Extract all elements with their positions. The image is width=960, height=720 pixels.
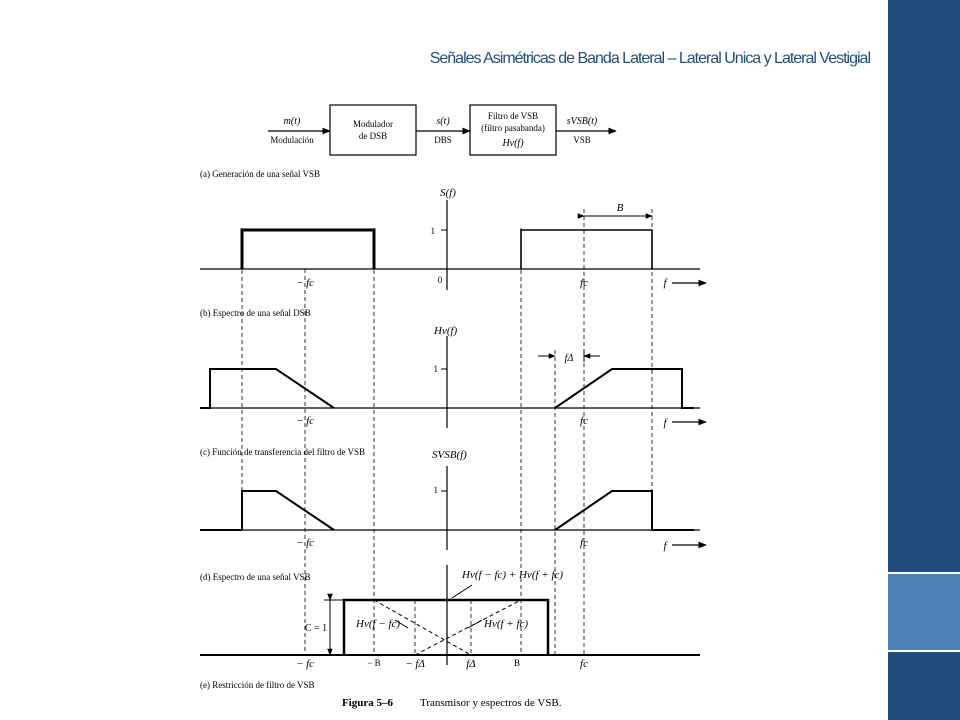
SVSB-of-f-label: SVSB(f) bbox=[432, 449, 467, 461]
f-label: f bbox=[663, 277, 667, 289]
mid-signal-label: s(t) bbox=[436, 116, 450, 127]
tick-label-one: 1 bbox=[430, 226, 435, 236]
panel-b-caption: (b) Espectro de una señal DSB bbox=[200, 308, 311, 318]
neg-fdelta-label: − fΔ bbox=[405, 658, 425, 670]
modulator-line1: Modulador bbox=[353, 119, 393, 129]
filter-line2: (filtro pasabanda) bbox=[481, 123, 545, 133]
sum-leader bbox=[452, 585, 472, 598]
modulator-box bbox=[330, 105, 416, 155]
slide-title: Señales Asimétricas de Banda Lateral – Lateral Unica y Lateral Vestigial bbox=[429, 50, 870, 67]
spectrum-left bbox=[242, 230, 374, 269]
spectrum-left bbox=[200, 369, 334, 408]
hv-minus-label: Hv(f − fc) bbox=[356, 618, 401, 630]
panel-c-caption: (c) Función de transferencia del filtro de VSB bbox=[200, 447, 366, 457]
panel-a bbox=[200, 169, 706, 290]
input-label: Modulación bbox=[270, 135, 314, 145]
output-label: VSB bbox=[573, 135, 591, 145]
hv-plus-leader bbox=[468, 620, 482, 628]
tick-label-one: 1 bbox=[433, 364, 438, 374]
tick-label-one: 1 bbox=[433, 485, 438, 495]
filter-line3: Hv(f) bbox=[502, 138, 524, 149]
Hv-of-f-label: Hv(f) bbox=[434, 325, 458, 337]
panel-b bbox=[200, 308, 706, 429]
mid-label: DBS bbox=[434, 135, 452, 145]
C-label: C = 1 bbox=[304, 623, 328, 634]
neg-fc-label: − fc bbox=[295, 415, 315, 427]
figure-label: Figura 5–6 bbox=[342, 697, 394, 709]
spectrum-left bbox=[200, 491, 334, 530]
spectrum-right bbox=[555, 369, 694, 408]
fc-label: fc bbox=[580, 277, 588, 289]
hv-plus-label: Hv(f + fc) bbox=[484, 618, 529, 630]
panel-d-caption: (d) Espectro de una señal VSB bbox=[200, 572, 311, 582]
input-signal-label: m(t) bbox=[283, 116, 301, 127]
fdelta-label: fΔ bbox=[564, 353, 574, 364]
spectrum-right bbox=[555, 491, 694, 530]
f-label: f bbox=[663, 540, 667, 552]
f-label: f bbox=[663, 417, 667, 429]
fc-label: fc bbox=[580, 537, 588, 549]
fc-label: fc bbox=[580, 415, 588, 427]
spectrum-right bbox=[521, 230, 652, 269]
panel-c bbox=[200, 447, 706, 552]
panel-d bbox=[200, 565, 700, 670]
tick-label-zero: 0 bbox=[437, 275, 443, 285]
neg-B-label: − B bbox=[367, 658, 381, 668]
filter-line1: Filtro de VSB bbox=[487, 111, 539, 121]
S-of-f-label: S(f) bbox=[440, 187, 456, 199]
block-diagram bbox=[268, 105, 616, 155]
output-signal-label: sVSB(t) bbox=[566, 116, 598, 127]
neg-fc-label: − fc bbox=[295, 658, 315, 670]
pos-B-label: B bbox=[513, 658, 521, 668]
neg-fc-label: − fc bbox=[295, 537, 315, 549]
sum-label: Hv(f − fc) + Hv(f + fc) bbox=[462, 569, 564, 581]
B-label: B bbox=[616, 202, 624, 214]
fdelta-label: fΔ bbox=[466, 658, 476, 670]
panel-a-caption: (a) Generación de una señal VSB bbox=[200, 169, 321, 179]
panel-e-caption: (e) Restricción de filtro de VSB bbox=[200, 680, 315, 690]
figure-caption: Transmisor y espectros de VSB. bbox=[420, 697, 562, 709]
modulator-line2: de DSB bbox=[358, 131, 388, 141]
neg-fc-label: − fc bbox=[295, 277, 315, 289]
fc-label: fc bbox=[580, 658, 588, 670]
